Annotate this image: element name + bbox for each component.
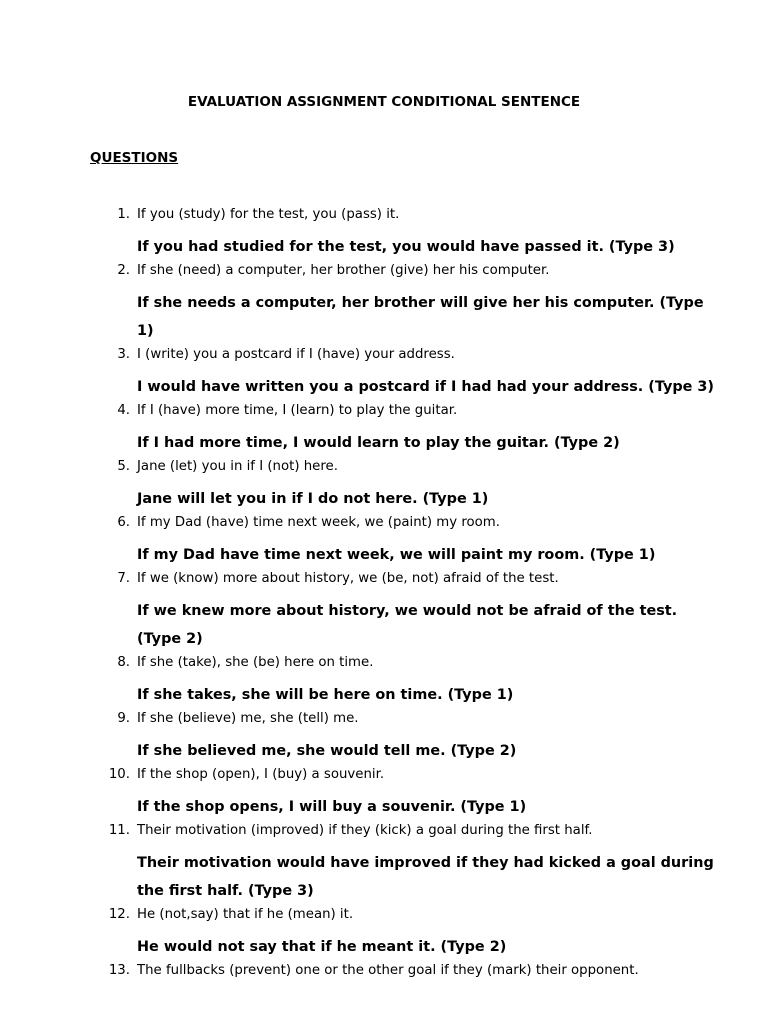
- question-text: If she (believe) me, she (tell) me.: [137, 711, 359, 726]
- item-number: 11.: [108, 823, 130, 838]
- list-item: [0, 261, 768, 345]
- item-number: 10.: [108, 767, 130, 782]
- list-item: [0, 765, 768, 821]
- item-number: 7.: [117, 571, 130, 586]
- document-title: EVALUATION ASSIGNMENT CONDITIONAL SENTENCE: [187, 94, 581, 110]
- question-text: If the shop (open), I (buy) a souvenir.: [137, 767, 385, 782]
- list-item: [0, 653, 768, 709]
- item-number: 3.: [117, 347, 130, 362]
- item-number: 2.: [117, 263, 130, 278]
- question-text: The fullbacks (prevent) one or the other goal if they (mark) their opponent.: [137, 963, 639, 978]
- question-text: If my Dad (have) time next week, we (paint) my room.: [137, 515, 500, 530]
- answer-text: Their motivation would have improved if they had kicked a goal during the first half. (Type 3): [137, 855, 714, 899]
- list-item: [0, 709, 768, 765]
- item-number: 8.: [117, 655, 130, 670]
- question-text: If I (have) more time, I (learn) to play the guitar.: [137, 403, 458, 418]
- question-text: If she (need) a computer, her brother (give) her his computer.: [137, 263, 550, 278]
- answer-text: If the shop opens, I will buy a souvenir. (Type 1): [137, 799, 527, 815]
- list-item: [0, 961, 768, 989]
- question-list: [0, 205, 768, 989]
- item-number: 12.: [108, 907, 130, 922]
- answer-text: He would not say that if he meant it. (Type 2): [137, 939, 507, 955]
- list-item: [0, 205, 768, 261]
- item-number: 13.: [108, 963, 130, 978]
- question-text: He (not,say) that if he (mean) it.: [137, 907, 354, 922]
- list-item: [0, 821, 768, 905]
- answer-text: I would have written you a postcard if I had had your address. (Type 3): [137, 379, 714, 395]
- answer-text: If you had studied for the test, you would have passed it. (Type 3): [137, 239, 675, 255]
- question-text: Jane (let) you in if I (not) here.: [137, 459, 338, 474]
- question-text: If she (take), she (be) here on time.: [137, 655, 374, 670]
- question-text: Their motivation (improved) if they (kick) a goal during the first half.: [137, 823, 593, 838]
- item-number: 1.: [117, 207, 130, 222]
- answer-text: If she takes, she will be here on time. (Type 1): [137, 687, 514, 703]
- answer-text: If she believed me, she would tell me. (Type 2): [137, 743, 517, 759]
- item-number: 9.: [117, 711, 130, 726]
- list-item: [0, 401, 768, 457]
- list-item: [0, 345, 768, 401]
- answer-text: If we knew more about history, we would not be afraid of the test. (Type 2): [137, 603, 678, 647]
- answer-text: Jane will let you in if I do not here. (Type 1): [137, 491, 489, 507]
- section-heading: QUESTIONS: [90, 150, 179, 166]
- list-item: [0, 457, 768, 513]
- question-text: If we (know) more about history, we (be, not) afraid of the test.: [137, 571, 559, 586]
- answer-text: If I had more time, I would learn to play the guitar. (Type 2): [137, 435, 620, 451]
- question-text: I (write) you a postcard if I (have) your address.: [137, 347, 455, 362]
- list-item: [0, 905, 768, 961]
- answer-text: If my Dad have time next week, we will paint my room. (Type 1): [137, 547, 656, 563]
- item-number: 4.: [117, 403, 130, 418]
- item-number: 6.: [117, 515, 130, 530]
- list-item: [0, 513, 768, 569]
- item-number: 5.: [117, 459, 130, 474]
- question-text: If you (study) for the test, you (pass) it.: [137, 207, 400, 222]
- list-item: [0, 569, 768, 653]
- answer-text: If she needs a computer, her brother will give her his computer. (Type 1): [137, 295, 704, 339]
